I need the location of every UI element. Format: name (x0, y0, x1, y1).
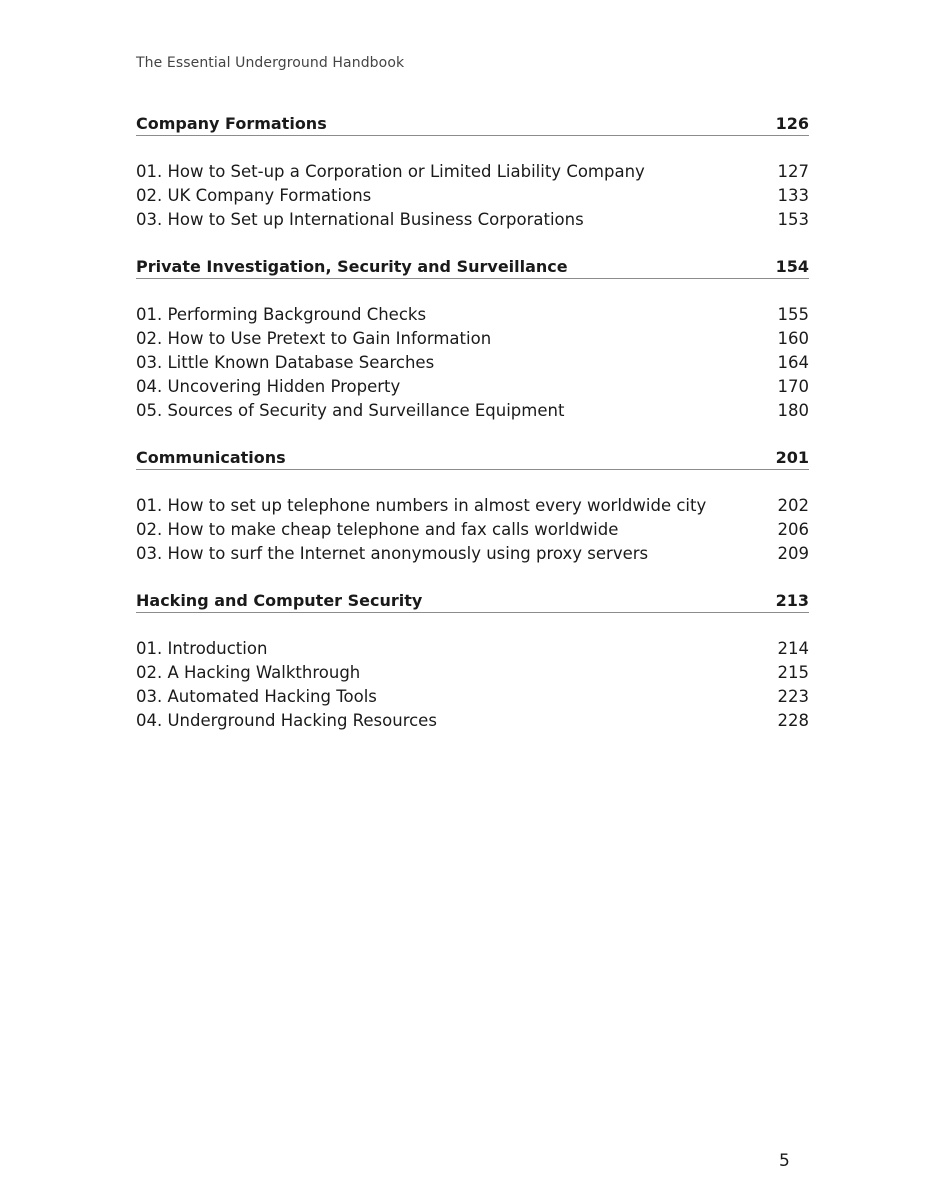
entry-label: 04. Underground Hacking Resources (136, 711, 437, 730)
entry-page: 206 (777, 520, 809, 539)
toc-entry[interactable] (136, 542, 809, 566)
toc-entry[interactable] (136, 303, 809, 327)
entry-page: 215 (777, 663, 809, 682)
table-of-contents (136, 112, 809, 756)
entry-page: 202 (777, 496, 809, 515)
entry-page: 133 (777, 186, 809, 205)
entry-page: 170 (777, 377, 809, 396)
entry-label: 03. Automated Hacking Tools (136, 687, 377, 706)
section-heading[interactable] (136, 446, 809, 470)
entry-page: 180 (777, 401, 809, 420)
entry-label: 05. Sources of Security and Surveillance Equipment (136, 401, 565, 420)
entry-page: 155 (777, 305, 809, 324)
section-title: Communications (136, 448, 286, 467)
toc-entry[interactable] (136, 351, 809, 375)
toc-entry[interactable] (136, 518, 809, 542)
section-title: Company Formations (136, 114, 327, 133)
entry-label: 02. How to Use Pretext to Gain Information (136, 329, 492, 348)
entry-label: 02. A Hacking Walkthrough (136, 663, 361, 682)
toc-section-company-formations (136, 112, 809, 232)
entry-label: 02. How to make cheap telephone and fax calls worldwide (136, 520, 619, 539)
entry-label: 03. How to Set up International Business Corporations (136, 210, 584, 229)
toc-entry[interactable] (136, 661, 809, 685)
entry-label: 02. UK Company Formations (136, 186, 372, 205)
toc-entry[interactable] (136, 494, 809, 518)
toc-entry[interactable] (136, 685, 809, 709)
section-heading[interactable] (136, 112, 809, 136)
entry-label: 01. How to Set-up a Corporation or Limited Liability Company (136, 162, 645, 181)
entry-label: 04. Uncovering Hidden Property (136, 377, 401, 396)
entry-page: 214 (777, 639, 809, 658)
entry-page: 160 (777, 329, 809, 348)
section-page: 213 (775, 591, 809, 610)
toc-section-private-investigation (136, 255, 809, 423)
toc-entry[interactable] (136, 208, 809, 232)
section-title: Hacking and Computer Security (136, 591, 423, 610)
toc-entry[interactable] (136, 637, 809, 661)
entry-page: 164 (777, 353, 809, 372)
toc-entry[interactable] (136, 160, 809, 184)
entry-page: 209 (777, 544, 809, 563)
toc-entry[interactable] (136, 184, 809, 208)
entry-page: 228 (777, 711, 809, 730)
section-page: 154 (775, 257, 809, 276)
toc-entry[interactable] (136, 375, 809, 399)
entry-page: 153 (777, 210, 809, 229)
toc-section-communications (136, 446, 809, 566)
section-page: 126 (775, 114, 809, 133)
section-heading[interactable] (136, 589, 809, 613)
toc-entry[interactable] (136, 399, 809, 423)
running-header: The Essential Underground Handbook (136, 55, 405, 71)
section-heading[interactable] (136, 255, 809, 279)
toc-entry[interactable] (136, 709, 809, 733)
page-number: 5 (779, 1151, 790, 1171)
entry-label: 01. How to set up telephone numbers in almost every worldwide city (136, 496, 707, 515)
entry-label: 03. How to surf the Internet anonymously using proxy servers (136, 544, 649, 563)
entry-label: 01. Performing Background Checks (136, 305, 427, 324)
entry-page: 127 (777, 162, 809, 181)
section-title: Private Investigation, Security and Surveillance (136, 257, 568, 276)
toc-entry[interactable] (136, 327, 809, 351)
entry-label: 01. Introduction (136, 639, 268, 658)
entry-label: 03. Little Known Database Searches (136, 353, 435, 372)
entry-page: 223 (777, 687, 809, 706)
section-page: 201 (775, 448, 809, 467)
toc-section-hacking (136, 589, 809, 733)
